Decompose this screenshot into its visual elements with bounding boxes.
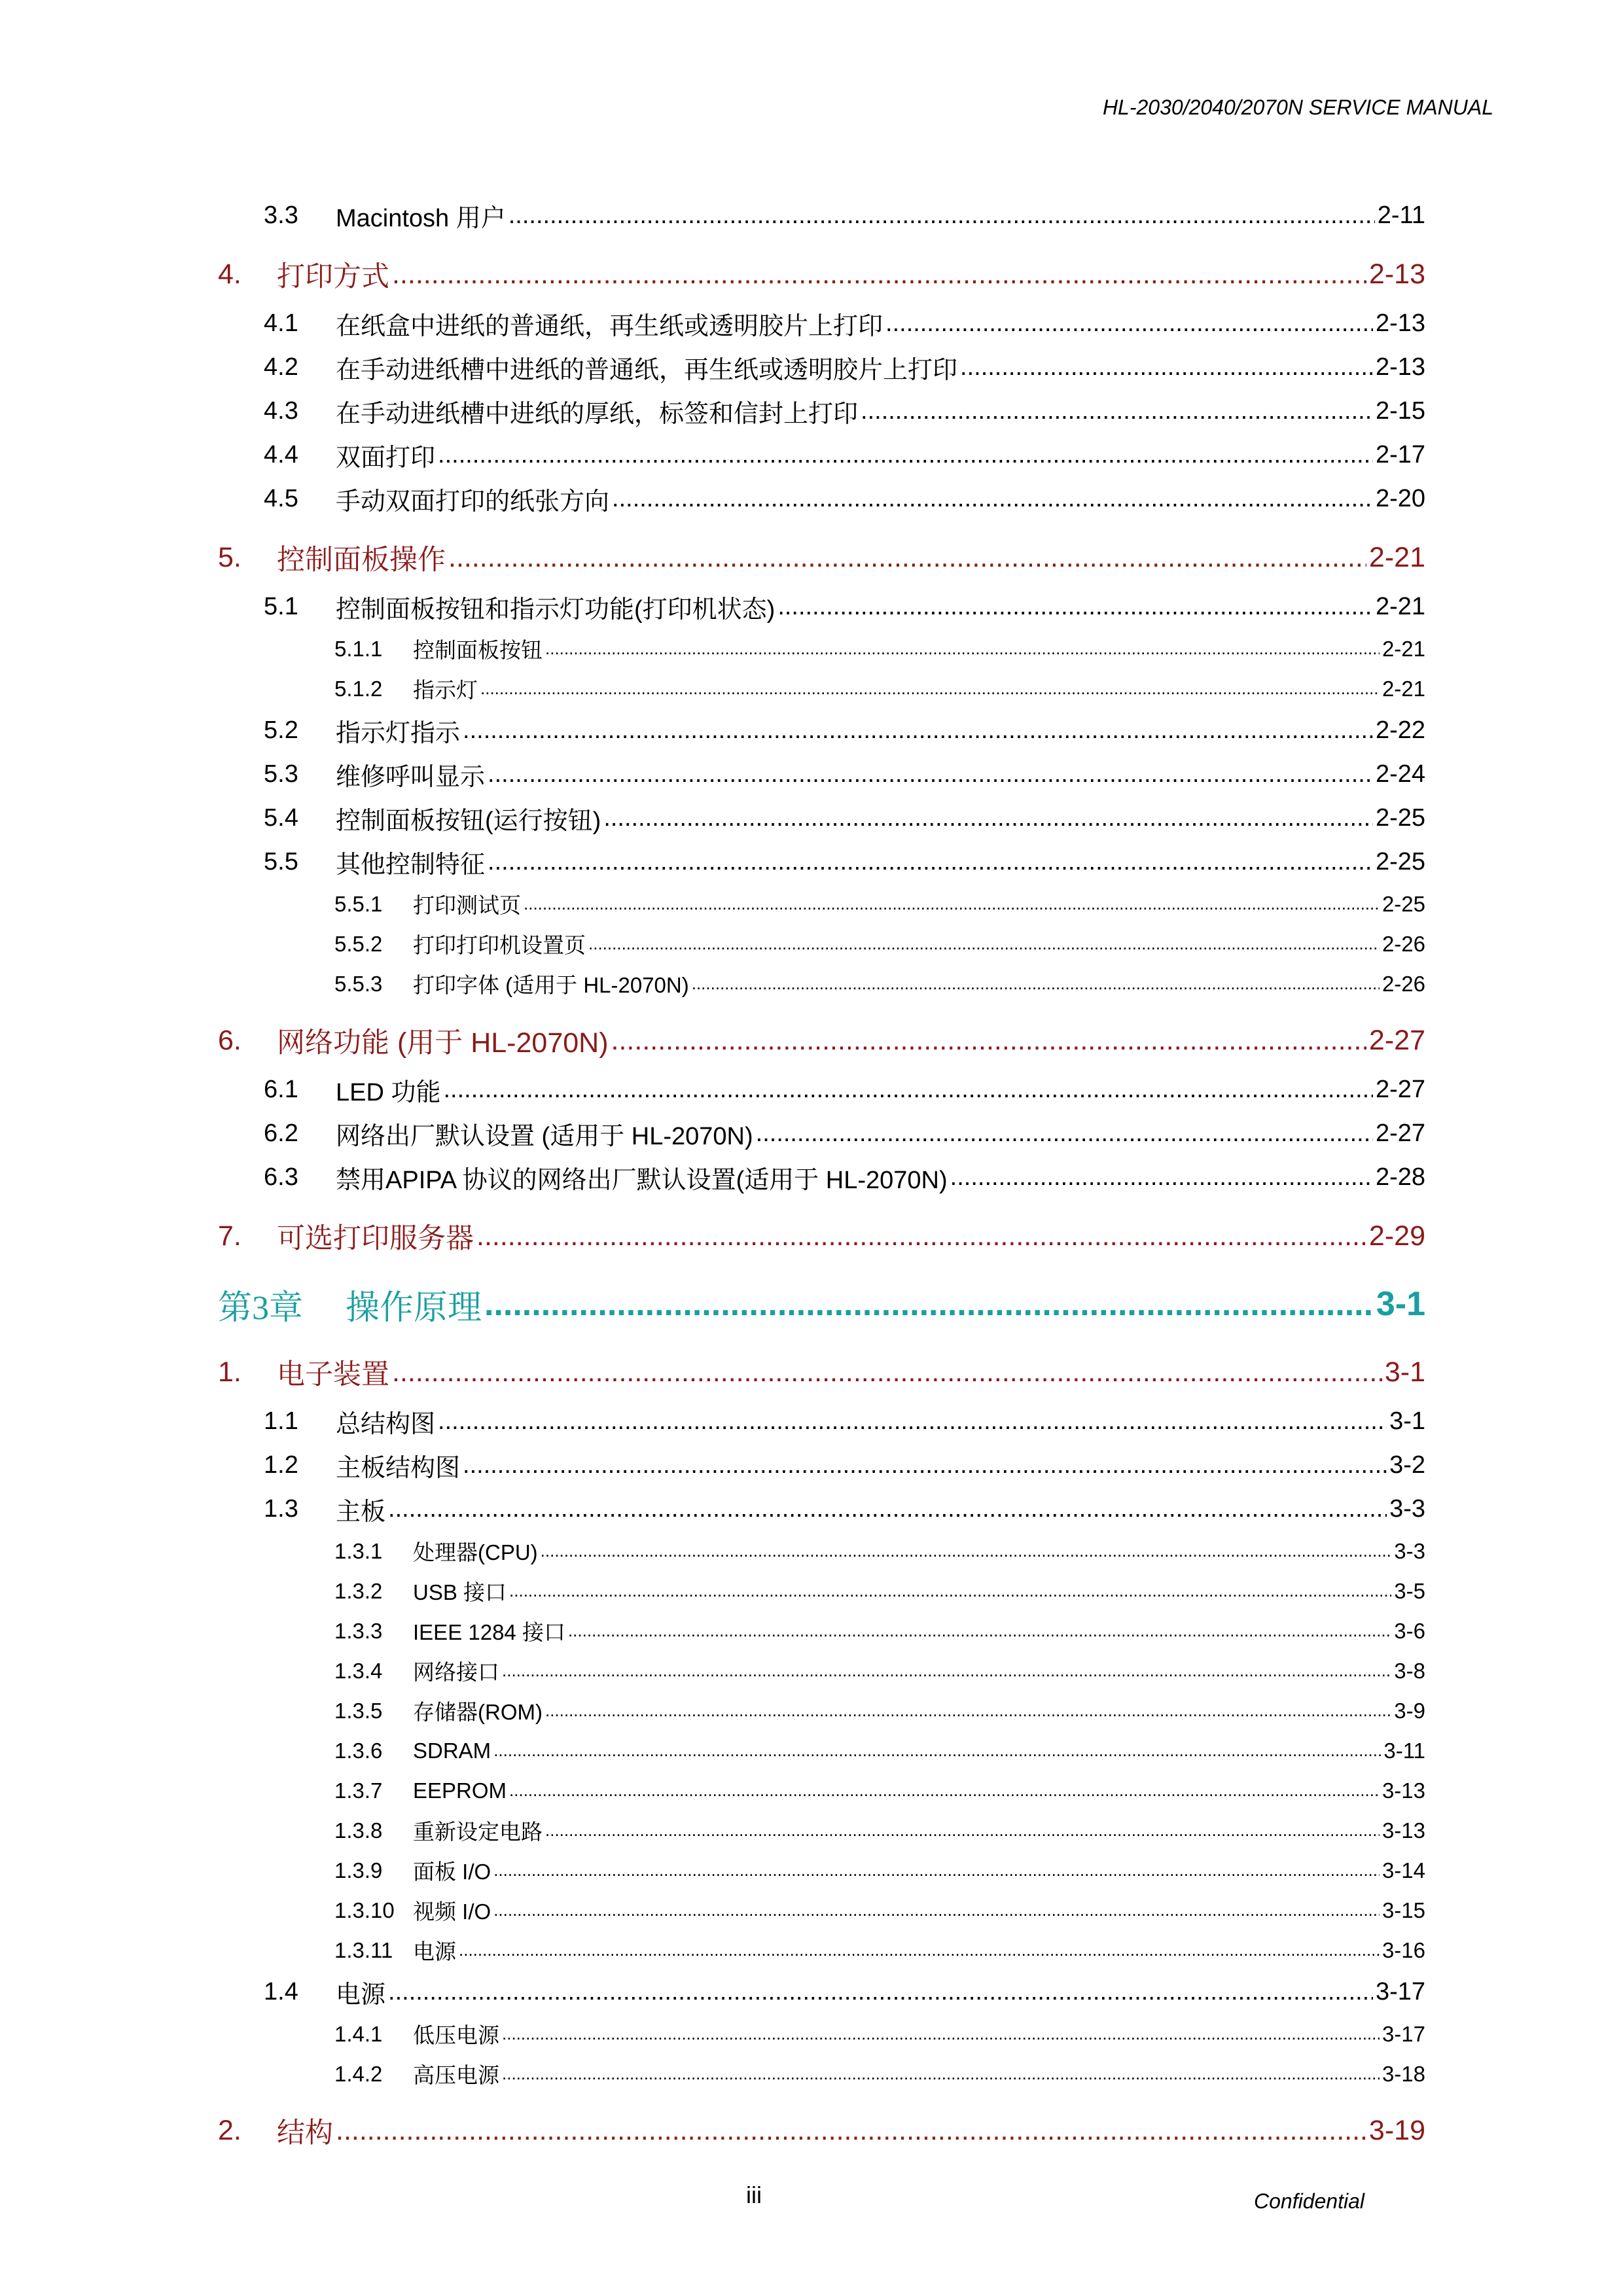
toc-entry-number: 1.3.11 xyxy=(334,1937,393,1962)
toc-entry-title: 重新设定电路 xyxy=(413,1820,543,1844)
section-spacer xyxy=(218,1263,1425,1273)
toc-entry-title: 打印方式 xyxy=(277,260,389,292)
toc-entry-number: 1.3 xyxy=(264,1495,298,1523)
toc-entry-title: 网络功能 (用于 HL-2070N) xyxy=(277,1027,609,1059)
toc-entry[interactable] xyxy=(218,1691,1425,1731)
toc-entry[interactable] xyxy=(218,1930,1425,1970)
toc-entry-title: 双面打印 xyxy=(336,444,436,472)
toc-entry[interactable] xyxy=(218,247,1425,302)
toc-entry-number: 1.3.9 xyxy=(334,1858,383,1882)
toc-entry-number: 1.3.7 xyxy=(334,1778,383,1803)
toc-entry-page: 2-13 xyxy=(1368,258,1425,290)
dot-leader xyxy=(488,760,1373,788)
toc-entry-page: 2-25 xyxy=(1382,891,1425,916)
toc-entry[interactable] xyxy=(218,1890,1425,1930)
toc-entry-number: 1.4 xyxy=(264,1978,298,2005)
toc-entry[interactable] xyxy=(218,477,1425,521)
toc-entry-number: 5.3 xyxy=(264,760,298,788)
toc-entry[interactable] xyxy=(218,1487,1425,1531)
dot-leader xyxy=(392,258,1366,291)
toc-entry-number: 7. xyxy=(218,1220,241,1252)
dot-leader xyxy=(545,1701,1391,1721)
toc-entry[interactable] xyxy=(218,629,1425,669)
table-of-contents xyxy=(218,194,1425,2158)
toc-entry[interactable] xyxy=(218,1443,1425,1487)
dot-leader xyxy=(484,1284,1374,1324)
toc-entry-number: 5.1.2 xyxy=(334,676,383,701)
toc-entry-page: 2-25 xyxy=(1375,804,1425,832)
toc-entry-number: 4.4 xyxy=(264,441,298,468)
dot-leader xyxy=(502,2064,1380,2084)
toc-entry[interactable] xyxy=(218,1209,1425,1263)
toc-entry-page: 3-2 xyxy=(1389,1451,1425,1479)
toc-entry-page: 3-3 xyxy=(1389,1495,1425,1523)
toc-entry-page: 3-11 xyxy=(1383,1738,1425,1763)
dot-leader xyxy=(612,485,1373,513)
dot-leader xyxy=(388,1495,1387,1523)
toc-entry-page: 2-25 xyxy=(1375,848,1425,875)
toc-entry[interactable] xyxy=(218,1731,1425,1771)
toc-entry[interactable] xyxy=(218,302,1425,345)
section-spacer xyxy=(218,2094,1425,2103)
toc-entry-number: 第3章 xyxy=(218,1289,304,1327)
toc-entry-page: 2-27 xyxy=(1375,1120,1425,1147)
dot-leader xyxy=(509,1581,1391,1601)
dot-leader xyxy=(443,1076,1372,1104)
toc-entry-number: 5.5.2 xyxy=(334,931,383,956)
section-spacer xyxy=(218,521,1425,530)
toc-entry[interactable] xyxy=(218,1571,1425,1611)
toc-entry-page: 3-14 xyxy=(1382,1858,1425,1882)
toc-entry-number: 5.4 xyxy=(264,804,298,832)
toc-entry-page: 2-20 xyxy=(1375,485,1425,512)
toc-entry-title: SDRAM xyxy=(413,1738,491,1763)
dot-leader xyxy=(502,1661,1391,1681)
toc-entry[interactable] xyxy=(218,1400,1425,1443)
toc-entry-number: 3.3 xyxy=(264,202,298,229)
toc-entry-number: 1. xyxy=(218,1356,241,1388)
toc-entry-page: 3-16 xyxy=(1382,1937,1425,1962)
toc-entry-number: 4.1 xyxy=(264,309,298,337)
dot-leader xyxy=(611,1025,1366,1057)
toc-entry-title: IEEE 1284 接口 xyxy=(413,1620,565,1644)
toc-entry[interactable] xyxy=(218,1531,1425,1571)
toc-entry[interactable] xyxy=(218,964,1425,1004)
toc-entry-number: 1.3.2 xyxy=(334,1578,383,1603)
toc-entry-title: 维修呼叫显示 xyxy=(336,764,486,791)
toc-entry-number: 5.1 xyxy=(264,593,298,620)
toc-entry[interactable] xyxy=(218,1850,1425,1890)
toc-entry-page: 2-13 xyxy=(1375,353,1425,381)
toc-entry-number: 5.2 xyxy=(264,716,298,744)
toc-entry-title: 禁用APIPA 协议的网络出厂默认设置(适用于 HL-2070N) xyxy=(336,1167,948,1194)
toc-entry-number: 5.5.3 xyxy=(334,971,383,996)
toc-entry-title: 其他控制特征 xyxy=(336,851,486,879)
toc-entry-page: 3-1 xyxy=(1389,1407,1425,1435)
dot-leader xyxy=(438,441,1373,469)
toc-entry-number: 5.1.1 xyxy=(334,636,383,661)
toc-entry-number: 1.3.3 xyxy=(334,1618,383,1643)
toc-entry-number: 2. xyxy=(218,2114,241,2146)
dot-leader xyxy=(509,1780,1380,1801)
toc-entry-title: EEPROM xyxy=(413,1778,507,1803)
toc-entry[interactable] xyxy=(218,1970,1425,2014)
toc-entry-title: 电子装置 xyxy=(277,1358,389,1390)
toc-entry-number: 4.2 xyxy=(264,353,298,381)
dot-leader xyxy=(336,2115,1366,2147)
toc-entry-title: Macintosh 用户 xyxy=(336,205,506,232)
toc-entry-title: 可选打印服务器 xyxy=(277,1222,474,1254)
toc-entry-page: 2-27 xyxy=(1368,1024,1425,1056)
toc-entry-page: 2-29 xyxy=(1368,1220,1425,1252)
toc-entry-page: 2-22 xyxy=(1375,716,1425,744)
toc-entry-number: 5. xyxy=(218,541,241,573)
toc-entry[interactable] xyxy=(218,345,1425,389)
running-header: HL-2030/2040/2070N SERVICE MANUAL xyxy=(1102,96,1493,119)
dot-leader xyxy=(545,1820,1380,1841)
toc-entry-title: 处理器(CPU) xyxy=(413,1540,538,1564)
toc-entry-page: 2-27 xyxy=(1375,1076,1425,1103)
dot-leader xyxy=(588,934,1380,954)
toc-entry-page: 2-21 xyxy=(1375,593,1425,620)
dot-leader xyxy=(493,1900,1380,1920)
toc-entry[interactable] xyxy=(218,796,1425,840)
dot-leader xyxy=(493,1860,1380,1881)
toc-entry-title: 控制面板按钮和指示灯功能(打印机状态) xyxy=(336,596,776,624)
toc-entry-title: 总结构图 xyxy=(336,1411,436,1438)
toc-entry-number: 1.3.4 xyxy=(334,1658,383,1683)
toc-entry-number: 1.1 xyxy=(264,1407,298,1435)
toc-entry-page: 2-17 xyxy=(1375,441,1425,468)
toc-entry[interactable] xyxy=(218,2014,1425,2054)
toc-entry-page: 3-13 xyxy=(1382,1778,1425,1803)
toc-entry-number: 4.3 xyxy=(264,397,298,425)
toc-entry-page: 2-21 xyxy=(1368,541,1425,573)
toc-entry-page: 3-8 xyxy=(1394,1658,1425,1683)
dot-leader xyxy=(448,542,1366,574)
toc-entry-page: 3-5 xyxy=(1394,1578,1425,1603)
page-number: iii xyxy=(746,2181,762,2208)
dot-leader xyxy=(885,309,1373,338)
toc-entry-page: 3-1 xyxy=(1384,1356,1425,1388)
toc-entry-page: 2-13 xyxy=(1375,309,1425,337)
toc-entry-number: 5.5.1 xyxy=(334,891,383,916)
toc-entry-page: 3-13 xyxy=(1382,1818,1425,1843)
toc-entry-number: 1.3.5 xyxy=(334,1698,383,1723)
toc-entry-number: 1.3.6 xyxy=(334,1738,383,1763)
toc-entry-number: 1.4.1 xyxy=(334,2021,383,2046)
toc-entry-number: 1.3.10 xyxy=(334,1898,395,1922)
toc-entry-page: 3-1 xyxy=(1376,1285,1425,1323)
toc-entry[interactable] xyxy=(218,1013,1425,1068)
toc-entry-number: 4.5 xyxy=(264,485,298,512)
toc-entry-title: 在手动进纸槽中进纸的普通纸，再生纸或透明胶片上打印 xyxy=(336,357,958,384)
toc-entry-number: 1.3.8 xyxy=(334,1818,383,1843)
dot-leader xyxy=(950,1163,1373,1192)
dot-leader xyxy=(692,974,1380,994)
toc-entry-number: 6.1 xyxy=(264,1076,298,1103)
dot-leader xyxy=(524,894,1380,914)
toc-entry[interactable] xyxy=(218,1345,1425,1400)
toc-entry[interactable] xyxy=(218,2103,1425,2158)
dot-leader xyxy=(463,716,1373,745)
toc-entry-number: 1.4.2 xyxy=(334,2061,383,2086)
toc-entry-number: 6.3 xyxy=(264,1163,298,1191)
toc-entry-title: 主板结构图 xyxy=(336,1455,461,1482)
toc-entry-title: 控制面板按钮(运行按钮) xyxy=(336,807,601,835)
toc-entry-page: 2-11 xyxy=(1377,202,1425,229)
section-spacer xyxy=(218,1199,1425,1209)
toc-entry-page: 3-17 xyxy=(1375,1978,1425,2005)
dot-leader xyxy=(777,593,1373,621)
toc-entry-page: 2-26 xyxy=(1382,971,1425,996)
toc-entry[interactable] xyxy=(218,752,1425,796)
dot-leader xyxy=(861,397,1373,425)
toc-entry-title: 打印字体 (适用于 HL-2070N) xyxy=(413,973,689,997)
toc-entry-title: 控制面板操作 xyxy=(277,544,446,576)
dot-leader xyxy=(502,2024,1380,2044)
toc-entry-title: 高压电源 xyxy=(413,2063,499,2087)
toc-entry-page: 2-26 xyxy=(1382,931,1425,956)
dot-leader xyxy=(960,353,1373,381)
dot-leader xyxy=(508,202,1375,230)
toc-entry[interactable] xyxy=(218,389,1425,433)
toc-entry-title: 低压电源 xyxy=(413,2023,499,2047)
toc-entry-title: 电源 xyxy=(336,1981,386,2009)
toc-entry-page: 3-19 xyxy=(1368,2114,1425,2146)
section-spacer xyxy=(218,238,1425,247)
dot-leader xyxy=(488,848,1373,876)
toc-entry-number: 6. xyxy=(218,1024,241,1056)
toc-entry[interactable] xyxy=(218,709,1425,752)
dot-leader xyxy=(568,1621,1391,1641)
dot-leader xyxy=(541,1541,1392,1561)
toc-entry-number: 4. xyxy=(218,258,241,290)
toc-entry[interactable] xyxy=(218,1112,1425,1156)
toc-entry[interactable] xyxy=(218,1156,1425,1199)
toc-entry-title: LED 功能 xyxy=(336,1079,441,1106)
confidential-label: Confidential xyxy=(1254,2189,1364,2213)
toc-entry[interactable] xyxy=(218,1273,1425,1335)
toc-entry-page: 3-6 xyxy=(1394,1618,1425,1643)
section-spacer xyxy=(218,1004,1425,1013)
dot-leader xyxy=(603,804,1373,832)
toc-entry-title: 主板 xyxy=(336,1498,386,1526)
toc-entry[interactable] xyxy=(218,1771,1425,1810)
dot-leader xyxy=(545,639,1380,659)
toc-entry[interactable] xyxy=(218,924,1425,964)
toc-entry-page: 2-24 xyxy=(1375,760,1425,788)
toc-entry[interactable] xyxy=(218,840,1425,884)
dot-leader xyxy=(493,1740,1381,1761)
toc-entry-title: 在纸盒中进纸的普通纸，再生纸或透明胶片上打印 xyxy=(336,313,883,340)
toc-entry-page: 3-17 xyxy=(1382,2021,1425,2046)
toc-entry-title: 打印测试页 xyxy=(413,893,521,917)
toc-entry-page: 3-3 xyxy=(1394,1538,1425,1563)
dot-leader xyxy=(463,1451,1387,1479)
toc-entry[interactable] xyxy=(218,1068,1425,1112)
toc-entry-page: 2-28 xyxy=(1375,1163,1425,1191)
toc-entry-number: 6.2 xyxy=(264,1120,298,1147)
toc-entry[interactable] xyxy=(218,1810,1425,1850)
toc-entry-title: 指示灯 xyxy=(413,678,478,702)
toc-entry[interactable] xyxy=(218,530,1425,585)
toc-entry-title: 存储器(ROM) xyxy=(413,1700,543,1724)
toc-entry[interactable] xyxy=(218,1611,1425,1651)
toc-entry-title: 面板 I/O xyxy=(413,1860,491,1884)
toc-entry[interactable] xyxy=(218,433,1425,477)
toc-entry-title: 网络接口 xyxy=(413,1660,499,1684)
dot-leader xyxy=(438,1407,1387,1436)
toc-entry[interactable] xyxy=(218,884,1425,924)
dot-leader xyxy=(459,1940,1380,1960)
dot-leader xyxy=(480,679,1380,699)
toc-entry[interactable] xyxy=(218,2054,1425,2094)
toc-entry-page: 2-21 xyxy=(1382,676,1425,701)
toc-entry-title: 结构 xyxy=(277,2117,333,2149)
toc-entry-page: 2-21 xyxy=(1382,636,1425,661)
toc-entry-title: 在手动进纸槽中进纸的厚纸，标签和信封上打印 xyxy=(336,400,859,428)
toc-entry-title: 视频 I/O xyxy=(413,1899,491,1924)
toc-entry[interactable] xyxy=(218,669,1425,709)
toc-entry-page: 3-9 xyxy=(1394,1698,1425,1723)
toc-entry-title: 手动双面打印的纸张方向 xyxy=(336,488,610,516)
toc-entry[interactable] xyxy=(218,194,1425,238)
toc-entry-page: 3-15 xyxy=(1382,1898,1425,1922)
toc-entry-title: 控制面板按钮 xyxy=(413,638,543,662)
dot-leader xyxy=(392,1356,1382,1388)
toc-entry-page: 3-18 xyxy=(1382,2061,1425,2086)
toc-entry-number: 1.2 xyxy=(264,1451,298,1479)
toc-entry-title: 操作原理 xyxy=(346,1289,482,1327)
toc-entry-number: 1.3.1 xyxy=(334,1538,383,1563)
section-spacer xyxy=(218,1335,1425,1345)
toc-entry-number: 5.5 xyxy=(264,848,298,875)
dot-leader xyxy=(476,1220,1366,1252)
toc-entry-title: USB 接口 xyxy=(413,1580,507,1604)
toc-entry[interactable] xyxy=(218,585,1425,629)
toc-entry-title: 指示灯指示 xyxy=(336,720,461,747)
toc-entry-page: 2-15 xyxy=(1375,397,1425,425)
toc-entry-title: 电源 xyxy=(413,1939,456,1964)
dot-leader xyxy=(756,1120,1373,1148)
toc-entry-title: 打印打印机设置页 xyxy=(413,933,586,957)
dot-leader xyxy=(388,1978,1373,2006)
toc-entry-title: 网络出厂默认设置 (适用于 HL-2070N) xyxy=(336,1123,753,1150)
toc-entry[interactable] xyxy=(218,1651,1425,1691)
